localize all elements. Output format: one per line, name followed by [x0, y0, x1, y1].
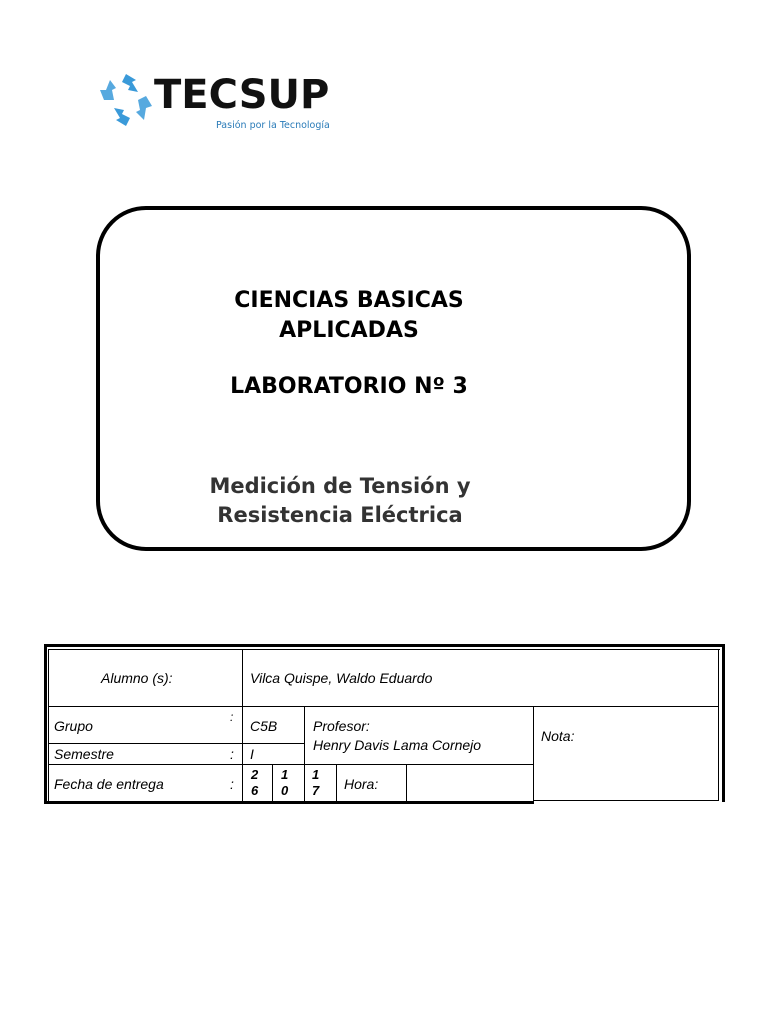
table-inner-left [48, 649, 49, 801]
col-sep-day [272, 764, 273, 804]
fecha-day-digit2: 6 [251, 783, 259, 798]
course-title [100, 286, 598, 346]
table-border-bottom-right [533, 800, 719, 801]
fecha-label: Fecha de entrega [54, 776, 164, 792]
alumno-value: Vilca Quispe, Waldo Eduardo [250, 670, 433, 686]
course-title-line1: CIENCIAS BASICAS [234, 288, 464, 313]
grupo-label: Grupo [54, 718, 93, 734]
fecha-month-digit1: 1 [281, 767, 289, 782]
table-border-bottom-left [44, 801, 534, 804]
semestre-label: Semestre [54, 746, 114, 762]
row-sep-alumno [48, 706, 719, 707]
profesor-label: Profesor: [313, 718, 370, 734]
semestre-colon: : [230, 746, 234, 762]
lab-topic-line2: Resistencia Eléctrica [217, 503, 463, 527]
col-sep-value [304, 706, 305, 804]
logo-tagline: Pasión por la Tecnología [216, 120, 330, 131]
cover-title-box [96, 206, 691, 551]
lab-topic [100, 472, 580, 530]
table-border-top [44, 644, 725, 647]
fecha-year-digit1: 1 [312, 767, 320, 782]
fecha-month-digit2: 0 [281, 783, 289, 798]
logo-wordmark: TECSUP [154, 72, 330, 118]
profesor-value: Henry Davis Lama Cornejo [313, 737, 482, 753]
lab-topic-line1: Medición de Tensión y [209, 474, 471, 498]
alumno-label: Alumno (s): [101, 670, 173, 686]
col-sep-year [336, 764, 337, 804]
table-border-left [44, 644, 47, 804]
row-sep-grupo [48, 743, 305, 744]
fecha-year-digit2: 7 [312, 783, 320, 798]
fecha-colon: : [230, 776, 234, 792]
col-sep-nota [533, 706, 534, 804]
row-sep-semestre [48, 764, 534, 765]
fecha-day-digit1: 2 [251, 767, 259, 782]
table-inner-top [48, 649, 720, 650]
hora-label: Hora: [344, 776, 379, 792]
table-inner-right [718, 649, 719, 801]
course-title-line2: APLICADAS [279, 318, 419, 343]
nota-label: Nota: [541, 728, 575, 744]
tecsup-logo [96, 70, 336, 136]
col-sep-hora [406, 764, 407, 804]
grupo-value: C5B [250, 718, 278, 734]
lab-number: LABORATORIO Nº 3 [230, 374, 468, 399]
semestre-value: I [250, 746, 254, 762]
tecsup-arrows-icon [96, 70, 156, 130]
col-sep-label [242, 649, 243, 804]
grupo-colon: : [230, 710, 234, 724]
table-border-right [722, 644, 725, 802]
student-info-table [44, 644, 725, 806]
